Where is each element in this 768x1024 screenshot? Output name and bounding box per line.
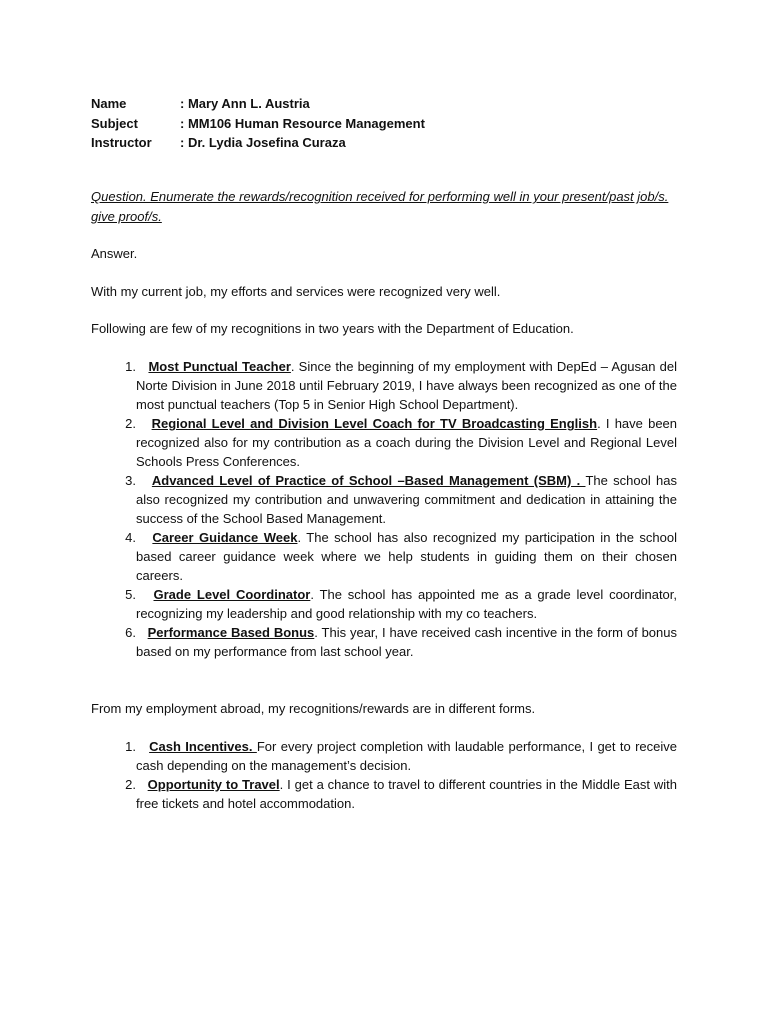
item-text: . The school has also recognized my participation in the school based career guidance week where we help students in guiding them on their chosen careers. — [136, 530, 677, 583]
item-heading: Cash Incentives. — [149, 739, 257, 754]
item-text: . I get a chance to travel to different countries in the Middle East with free tickets and hotel accommodation. — [136, 777, 677, 811]
item-number: 1. — [125, 359, 136, 374]
item-number: 6. — [125, 625, 136, 640]
item-body — [136, 528, 677, 585]
list-item — [91, 737, 677, 775]
name-label: Name — [91, 96, 127, 111]
item-body — [136, 737, 677, 775]
subject-label: Subject — [91, 115, 138, 131]
item-text: The school has also recognized my contribution and unwavering commitment and dedication in attaining the success of the School Based Management. — [136, 473, 678, 526]
item-body — [136, 623, 677, 661]
name-value: : Mary Ann L. Austria — [180, 96, 310, 111]
item-number: 2. — [125, 416, 136, 431]
instructor-label: Instructor — [91, 135, 152, 150]
list-item — [91, 775, 677, 813]
item-body — [136, 471, 677, 528]
item-heading: Advanced Level of Practice of School –Based Management (SBM) . — [151, 473, 586, 488]
item-number: 1. — [125, 739, 136, 754]
item-number: 5. — [125, 587, 136, 602]
item-heading: Regional Level and Division Level Coach for TV Broadcasting English — [151, 416, 598, 431]
name-row — [91, 94, 425, 114]
list-item — [91, 623, 677, 661]
list-item — [91, 528, 677, 585]
instructor-value: : Dr. Lydia Josefina Curaza — [180, 135, 346, 150]
item-text: . This year, I have received cash incentive in the form of bonus based on my performance from last school year. — [136, 625, 677, 659]
item-number: 3. — [125, 473, 136, 488]
item-heading: Most Punctual Teacher — [148, 359, 291, 374]
item-heading: Opportunity to Travel — [147, 777, 280, 792]
subject-value: : MM106 Human Resource Management — [180, 115, 425, 131]
abroad-intro: From my employment abroad, my recognitions/rewards are in different forms. — [91, 701, 536, 716]
current-job-list — [91, 357, 677, 661]
item-body — [136, 414, 677, 471]
intro-paragraph-1: With my current job, my efforts and services were recognized very well. — [91, 284, 501, 299]
item-text: . The school has appointed me as a grade level coordinator, recognizing my leadership and good relationship with my co teachers. — [136, 587, 678, 621]
item-text: . I have been recognized also for my contribution as a coach during the Division Level and Regional Level Schools Press Conferences. — [136, 416, 678, 469]
list-item — [91, 585, 677, 623]
item-text: . Since the beginning of my employment with DepEd – Agusan del Norte Division in June 2018 until February 2019, I have always been recognized as one of the most punctual teachers (Top 5 in Senior High School Department). — [136, 359, 677, 412]
item-text: For every project completion with laudable performance, I get to receive cash depending on the management’s decision. — [136, 739, 677, 773]
item-heading: Performance Based Bonus — [147, 625, 315, 640]
item-number: 4. — [125, 530, 136, 545]
instructor-row — [91, 133, 425, 153]
subject-row — [91, 114, 425, 134]
header-block — [91, 94, 425, 153]
item-heading: Career Guidance Week — [152, 530, 298, 545]
item-body — [136, 585, 677, 623]
item-number: 2. — [125, 777, 136, 792]
item-heading: Grade Level Coordinator — [153, 587, 311, 602]
answer-label: Answer. — [91, 246, 138, 261]
intro-paragraph-2: Following are few of my recognitions in two years with the Department of Education. — [91, 321, 574, 336]
abroad-list — [91, 737, 677, 813]
list-item — [91, 414, 677, 471]
item-body — [136, 357, 677, 414]
item-body — [136, 775, 677, 813]
list-item — [91, 357, 677, 414]
question-text: Question. Enumerate the rewards/recognition received for performing well in your present/past job/s. give proof/s. — [91, 189, 669, 224]
list-item — [91, 471, 677, 528]
